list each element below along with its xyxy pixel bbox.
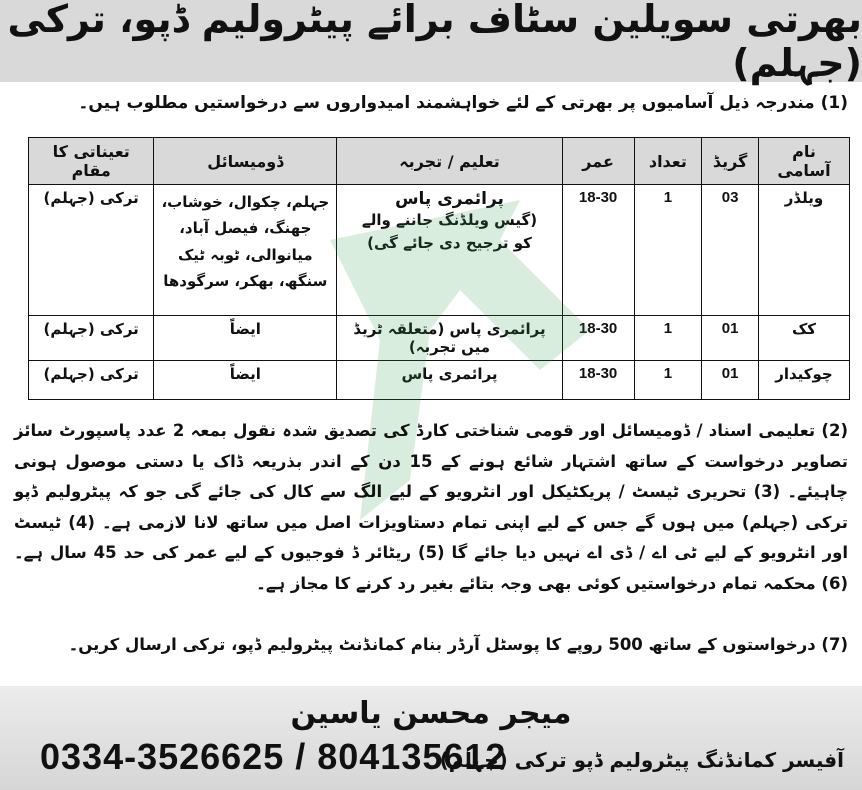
post-education: پرائمری پاس [337,361,562,400]
table-row [29,316,850,361]
post-count: 1 [634,316,702,361]
page-title: بھرتی سویلین سٹاف برائے پیٹرولیم ڈپو، ترکی (جہلم) [7,0,862,85]
post-domicile: ایضاً [154,316,337,361]
post-grade: 03 [702,185,759,316]
officer-name: میجر محسن یاسین [290,696,572,731]
post-count: 1 [634,361,702,400]
post-domicile: جہلم، چکوال، خوشاب، جھنگ، فیصل آباد، میانوالی، ٹوبہ ٹیک سنگھ، بھکر، سرگودھا [154,185,337,316]
terms-paragraph: (2) تعلیمی اسناد / ڈومیسائل اور قومی شناختی کارڈ کی تصدیق شدہ نقول بمعہ 2 عدد پاسپورٹ سائز تصاویر درخواست کے ساتھ اشتہار شائع ہونے کے 15 دن کے اندر بذریعہ ڈاک یا دستی موصول ہونی چاہیئے۔ (3) تحریری ٹیسٹ / پریکٹیکل اور انٹرویو کے لیے الگ سے کال کی جائے گی جو کہ پیٹرولیم ڈپو ترکی (جہلم) میں ہوں گے جس کے لیے اپنی تمام دستاویزات اصل میں ساتھ لانا لازمی ہے۔ (4) ٹیسٹ اور انٹرویو کے لیے ٹی اے / ڈی اے نہیں دیا جائے گا (5) ریٹائر ڈ فوجیوں کے لیے عمر کی حد 45 سال ہے۔ (6) محکمہ تمام درخواستیں کوئی بھی وجہ بتائے بغیر رد کرنے کا مجاز ہے۔ [14,421,848,593]
header-posting-place: تعیناتی کا مقام [29,138,154,185]
intro-text: (1) مندرجہ ذیل آسامیوں پر بھرتی کے لئے خواہشمند امیدواروں سے درخواستیں مطلوب ہیں۔ [78,93,848,113]
officer-title: آفیسر کمانڈنگ پیٹرولیم ڈپو ترکی (جہلم) [439,748,844,772]
header-banner [0,0,862,85]
header-education: تعلیم / تجربہ [337,138,562,185]
post-domicile: ایضاً [154,361,337,400]
table-header-row [29,138,850,185]
education-main: پرائمری پاس [395,189,504,209]
post-grade: 01 [702,361,759,400]
post-place: ترکی (جہلم) [29,185,154,316]
contact-phone: 0334-3526625 / 804135612 [40,736,507,777]
post-place: ترکی (جہلم) [29,316,154,361]
education-note: (گیس ویلڈنگ جاننے والے کو ترجیح دی جائے گی) [361,211,538,253]
table-row [29,361,850,400]
header-count: تعداد [634,138,702,185]
header-age: عمر [562,138,634,185]
post-age: 18-30 [562,361,634,400]
terms-item-7: (7) درخواستوں کے ساتھ 500 روپے کا پوسٹل آرڈر بنام کمانڈنٹ پیٹرولیم ڈپو، ترکی ارسال کریں۔ [68,635,848,654]
post-age: 18-30 [562,316,634,361]
post-education: پرائمری پاس (متعلقہ ٹریڈ میں تجربہ) [337,316,562,361]
post-age: 18-30 [562,185,634,316]
post-grade: 01 [702,316,759,361]
post-name: کک [759,316,850,361]
post-education [337,185,562,316]
vacancy-table [28,137,850,400]
header-domicile: ڈومیسائل [154,138,337,185]
post-count: 1 [634,185,702,316]
table-row [29,185,850,316]
post-name: چوکیدار [759,361,850,400]
header-grade: گریڈ [702,138,759,185]
header-post-name: نام آسامی [759,138,850,185]
post-name: ویلڈر [759,185,850,316]
post-place: ترکی (جہلم) [29,361,154,400]
